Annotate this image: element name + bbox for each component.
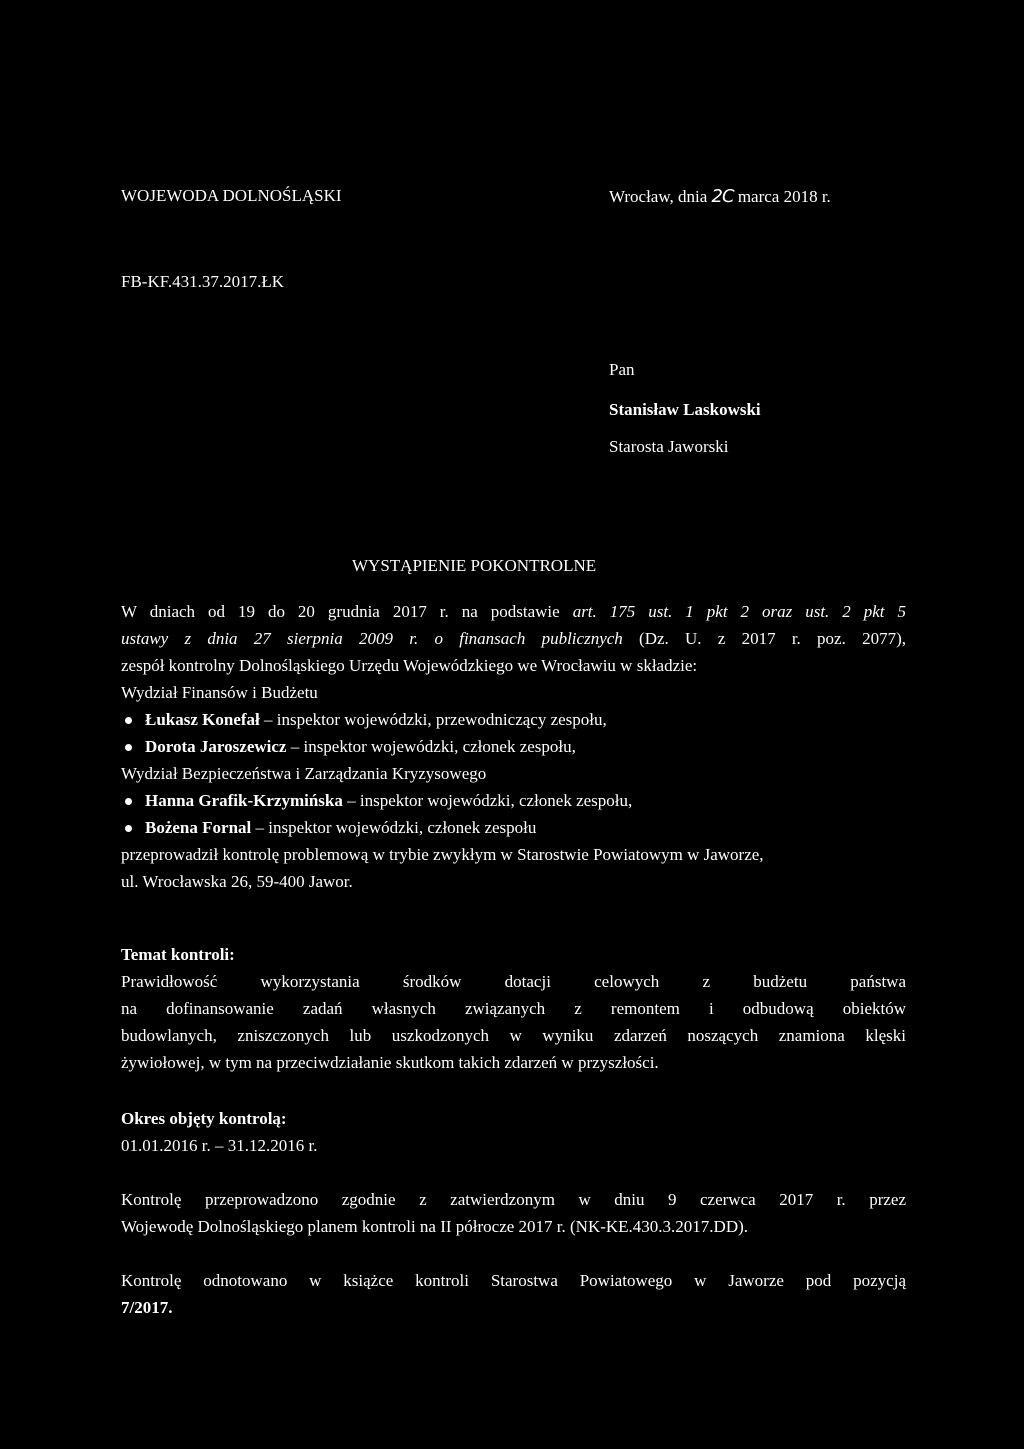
- department-2-block: [121, 760, 906, 787]
- topic-line-1: Prawidłowość wykorzystania środków dotacji celowych z budżetu państwa: [121, 972, 906, 991]
- bullet-icon: [125, 798, 132, 805]
- bullet-icon: [125, 744, 132, 751]
- topic-heading: Temat kontroli:: [121, 945, 235, 964]
- register-line-2: 7/2017.: [121, 1298, 173, 1317]
- topic-line-2: na dofinansowanie zadań własnych związanych z remontem i odbudową obiektów: [121, 999, 906, 1018]
- place-date-prefix: Wrocław, dnia: [609, 187, 708, 206]
- addressee-position: Starosta Jaworski: [609, 437, 729, 456]
- team-list-dept1: [121, 706, 906, 760]
- legal-basis: art. 175 ust. 1 pkt 2 oraz ust. 2 pkt 5: [572, 602, 906, 621]
- list-item: [121, 706, 906, 733]
- place-date: [609, 186, 831, 207]
- bullet-icon: [125, 717, 132, 724]
- member-name: Hanna Grafik-Krzymińska: [145, 791, 343, 810]
- issuer: WOJEWODA DOLNOŚLĄSKI: [121, 186, 342, 205]
- plan-line-2: Wojewodę Dolnośląskiego planem kontroli na II półrocze 2017 r. (NK-KE.430.3.2017.DD).: [121, 1217, 749, 1236]
- handwritten-day: 2C: [711, 186, 734, 207]
- addressee-name: Stanisław Laskowski: [609, 400, 761, 419]
- topic-line-4: żywiołowej, w tym na przeciwdziałanie skutkom takich zdarzeń w przyszłości.: [121, 1053, 659, 1072]
- register-paragraph: [121, 1267, 906, 1321]
- topic-line-3: budowlanych, zniszczonych lub uszkodzonych w wyniku zdarzeń noszących znamiona klęski: [121, 1026, 906, 1045]
- bullet-icon: [125, 825, 132, 832]
- team-list-dept2: [121, 787, 906, 841]
- member-role: – inspektor wojewódzki, członek zespołu,: [290, 737, 576, 756]
- topic-section: [121, 941, 906, 1076]
- list-item: [121, 814, 906, 841]
- intro-line-2: [121, 625, 906, 652]
- member-role: – inspektor wojewódzki, członek zespołu: [255, 818, 537, 837]
- intro-line-1a: W dniach od 19 do 20 grudnia 2017 r. na podstawie: [121, 602, 560, 621]
- conducted-paragraph: [121, 841, 906, 895]
- department-2: Wydział Bezpieczeństwa i Zarządzania Kryzysowego: [121, 764, 487, 783]
- reference-number: FB-KF.431.37.2017.ŁK: [121, 272, 284, 291]
- department-1: Wydział Finansów i Budżetu: [121, 683, 318, 702]
- member-name: Bożena Fornal: [145, 818, 252, 837]
- plan-line-1: Kontrolę przeprowadzono zgodnie z zatwierdzonym w dniu 9 czerwca 2017 r. przez: [121, 1190, 906, 1209]
- period-section: [121, 1105, 906, 1159]
- list-item: [121, 787, 906, 814]
- period-value: 01.01.2016 r. – 31.12.2016 r.: [121, 1136, 318, 1155]
- member-name: Łukasz Konefał: [145, 710, 260, 729]
- conducted-line-1: przeprowadził kontrolę problemową w trybie zwykłym w Starostwie Powiatowym w Jaworze,: [121, 845, 764, 864]
- member-role: – inspektor wojewódzki, członek zespołu,: [347, 791, 633, 810]
- act-name: ustawy z dnia 27 sierpnia 2009 r. o finansach publicznych: [121, 629, 623, 648]
- addressee-salutation: Pan: [609, 360, 635, 379]
- member-name: Dorota Jaroszewicz: [145, 737, 287, 756]
- plan-paragraph: [121, 1186, 906, 1240]
- member-role: – inspektor wojewódzki, przewodniczący zespołu,: [264, 710, 607, 729]
- intro-line-3: zespół kontrolny Dolnośląskiego Urzędu Wojewódzkiego we Wrocławiu w składzie:: [121, 656, 698, 675]
- conducted-line-2: ul. Wrocławska 26, 59-400 Jawor.: [121, 872, 353, 891]
- act-citation: (Dz. U. z 2017 r. poz. 2077),: [639, 629, 906, 648]
- list-item: [121, 733, 906, 760]
- document-title: WYSTĄPIENIE POKONTROLNE: [352, 556, 597, 575]
- intro-paragraph: [121, 598, 906, 706]
- place-date-suffix: marca 2018 r.: [737, 187, 831, 206]
- period-heading: Okres objęty kontrolą:: [121, 1109, 287, 1128]
- register-line-1: Kontrolę odnotowano w książce kontroli Starostwa Powiatowego w Jaworze pod pozycją: [121, 1271, 906, 1290]
- intro-line-1: [121, 598, 906, 625]
